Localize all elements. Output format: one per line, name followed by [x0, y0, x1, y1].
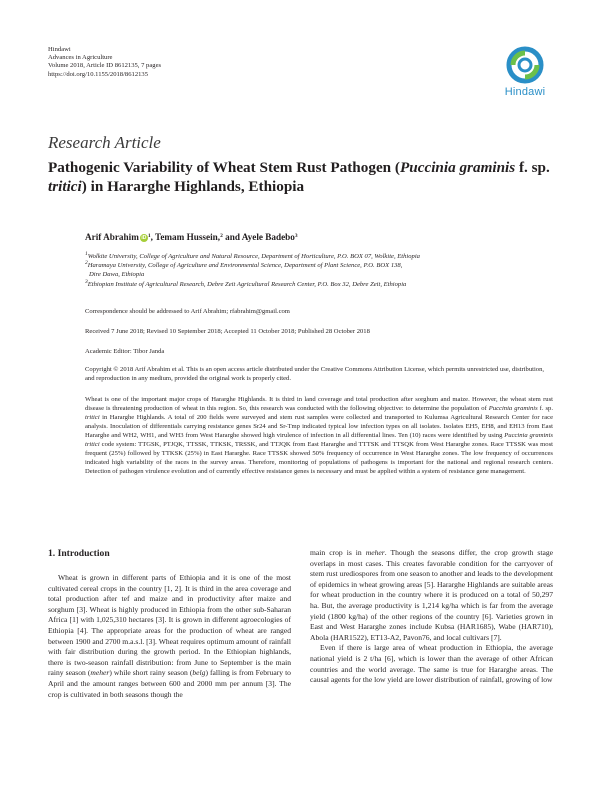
body-paragraph [48, 573, 291, 700]
affiliation-marker: 1 [147, 233, 151, 239]
author-name[interactable]: and Ayele Badebo [225, 232, 295, 242]
author-list: Arif Abrahim iD $^1$, Temam Hussein,$^2$ and Ayele Badebo$^3$ [85, 232, 298, 242]
body-text: ) while short rainy season ( [109, 668, 193, 678]
volume-line: Volume 2018, Article ID 8612135, 7 pages [48, 62, 162, 70]
abstract-italic: tritici [85, 414, 100, 422]
logo-text: Hindawi [504, 86, 546, 98]
copyright-notice: Copyright © 2018 Arif Abrahim et al. This is an open access article distributed under the Creative Commons Attribution License, which permits unrestricted use, distribution, and reproduction in any medium, provided the original work is properly cited. [85, 366, 545, 382]
affiliation-item [85, 252, 565, 261]
paper-title [48, 158, 558, 196]
title-part: ) in Hararghe Highlands, Ethiopia [81, 178, 305, 195]
doi-link[interactable]: https://doi.org/10.1155/2018/8612135 [48, 70, 149, 78]
affiliations [85, 252, 565, 289]
section-heading: 1. Introduction [48, 548, 110, 559]
abstract-text: code system: TTGSK, PTJQK, TTSSK, TTKSK, TRSSK, and TTJQK from East Hararghe and TTTSK and TTSQK from West Hararghe zones. Race TTSSK was most frequent (25%) followed by TTKSK (25%) in East Hararghe. Race TTSSK showed 50% frequency of occurrence in West Hararghe zones. The low frequency of occurrences indicated high variability of the races in the survey areas. Therefore, monitoring of populations of pathogens is important for the national and regional research centers. Detection of pathogen virulence evolution and of currently effective resistance genes is necessary and must be applied within a system of resistance gene management. [85, 441, 553, 476]
author-name[interactable]: Temam Hussein, [155, 232, 221, 242]
abstract-italic: Puccinia graminis [488, 405, 538, 413]
affiliation-item [85, 270, 565, 279]
affiliation-marker: 3 [294, 233, 298, 239]
article-type: Research Article [48, 133, 161, 152]
academic-editor: Academic Editor: Tibor Janda [85, 348, 165, 355]
affiliation-text: Wolkite University, College of Agriculture and Natural Resource, Department of Horticulture, P.O. BOX 07, Wolkite, Ethiopia [87, 253, 420, 260]
affiliation-text: Ethiopian Institute of Agricultural Research, Debre Zeit Agricultural Research Center, P.O. Box 32, Debre Zeit, Ethiopia [87, 280, 407, 288]
affiliation-text: Dire Dawa, Ethiopia [89, 271, 145, 279]
body-paragraph: Even if there is large area of wheat production in Ethiopia, the average national yield is 2 t/ha [6], which is lower than the average of other African countries and the world average. The same is true for Hararghe areas. The causal agents for the low yield are lower distribution of rainfall, growing of low [310, 643, 553, 685]
title-part: Pathogenic Variability of Wheat Stem Rust Pathogen ( [48, 159, 400, 176]
body-text: main crop is in [310, 548, 366, 557]
correspondence: Correspondence should be addressed to Arif Abrahim; rfabrahim@gmail.com [85, 308, 290, 315]
hindawi-logo[interactable] [496, 44, 554, 106]
abstract-text: Wheat is one of the important major crops of Hararghe Highlands. It is third in land coverage and total production after sorghum and maize. However, the wheat stem rust disease is threatening production of wheat in this region. So, this research was conducted with the following objective: to determine the population of [85, 396, 553, 413]
journal-header [48, 46, 308, 79]
article-dates: Received 7 June 2018; Revised 10 September 2018; Accepted 11 October 2018; Published 28 October 2018 [85, 328, 370, 335]
orcid-icon[interactable]: iD [141, 235, 147, 241]
body-column-right [310, 548, 553, 686]
affiliation-text: Haramaya University, College of Agriculture and Environmental Science, Department of Plant Science, P.O. BOX 138, [87, 262, 403, 270]
abstract-text: in Hararghe Highlands. A total of 200 fields were surveyed and stem rust samples were collected and transported to Kulumsa Agricultural Research Center for race analysis. Inoculation of differentials carrying resistance genes Sr24 and Sr-Tmp indicated typical low infection types on all isolates. Isolates EH5, EH8, and EH13 from East Hararghe and WH2, WH1, and WH3 from West Hararghe showed high virulence of infection in all differential lines. Ten (10) races were identified by using [85, 414, 553, 440]
hindawi-logo-icon [503, 44, 547, 86]
title-italic-species: Puccinia graminis [399, 159, 516, 176]
author-name[interactable]: Arif Abrahim [85, 232, 139, 242]
body-text: ) falling is from February to April and the amount ranges between 600 and 2000 mm per annum [3]. The crop is cultivated in both seasons though the [48, 668, 291, 699]
body-text: . Though the seasons differ, the crop growth stage overlaps in most cases. This creates favorable condition for the carryover of stem rust urediospores from one season to another and leads to the development of epidemics in wheat growing areas [5]. Hararghe Highlands are suitable areas for wheat production in the country where it is produced on a total of 50,297 ha. But, the average productivity is 1,214 kg/ha which is far from the average yield (1800 kg/ha) of the other regions of the country [6]. Varieties grown in East and West Hararghe zones include Kubsa (HAR1685), Wabe (HAR710), Abola (HAR1522), ET13-A2, Pavon76, and local cultivars [7]. [310, 548, 553, 642]
body-paragraph [310, 548, 553, 643]
abstract [85, 395, 553, 476]
abstract-text: f. sp. [537, 405, 553, 413]
journal-name: Advances in Agriculture [48, 54, 113, 62]
body-italic: meher [90, 668, 110, 678]
affiliation-number: 1 [85, 251, 88, 257]
title-part: f. sp. [515, 159, 550, 176]
affiliation-marker: 2 [220, 233, 223, 239]
abstract-italic: Puccinia graminis tritici [85, 432, 553, 449]
body-italic: meher [365, 548, 385, 557]
affiliation-item [85, 280, 565, 289]
body-text: Wheat is grown in different parts of Ethiopia and it is one of the most cultivated cereal crops in the country [1, 2]. It is third in the area coverage and total production after tef and maize and in productivity after maize and sorghum [3]. Wheat is highly produced in Ethiopia from the other sub-Saharan Africa [1] with 1,025,310 hectares [3]. It is grown in different agroecologies of Ethiopia [4]. The appropriate areas for the production of wheat are ranged between 1900 and 2700 m.a.s.l. [3]. Wheat requires optimum amount of rainfall with fair distribution during the growth period. In the Ethiopian highlands, there is two-season rainfall distribution: from June to September is the main rainy season ( [48, 573, 291, 678]
publisher-name: Hindawi [48, 46, 71, 53]
body-italic: belg [192, 668, 206, 678]
affiliation-number: 2 [85, 260, 88, 267]
affiliation-item [85, 261, 565, 270]
affiliation-number: 3 [85, 278, 88, 285]
title-italic-forma: tritici [48, 178, 82, 195]
body-column-left [48, 573, 291, 700]
